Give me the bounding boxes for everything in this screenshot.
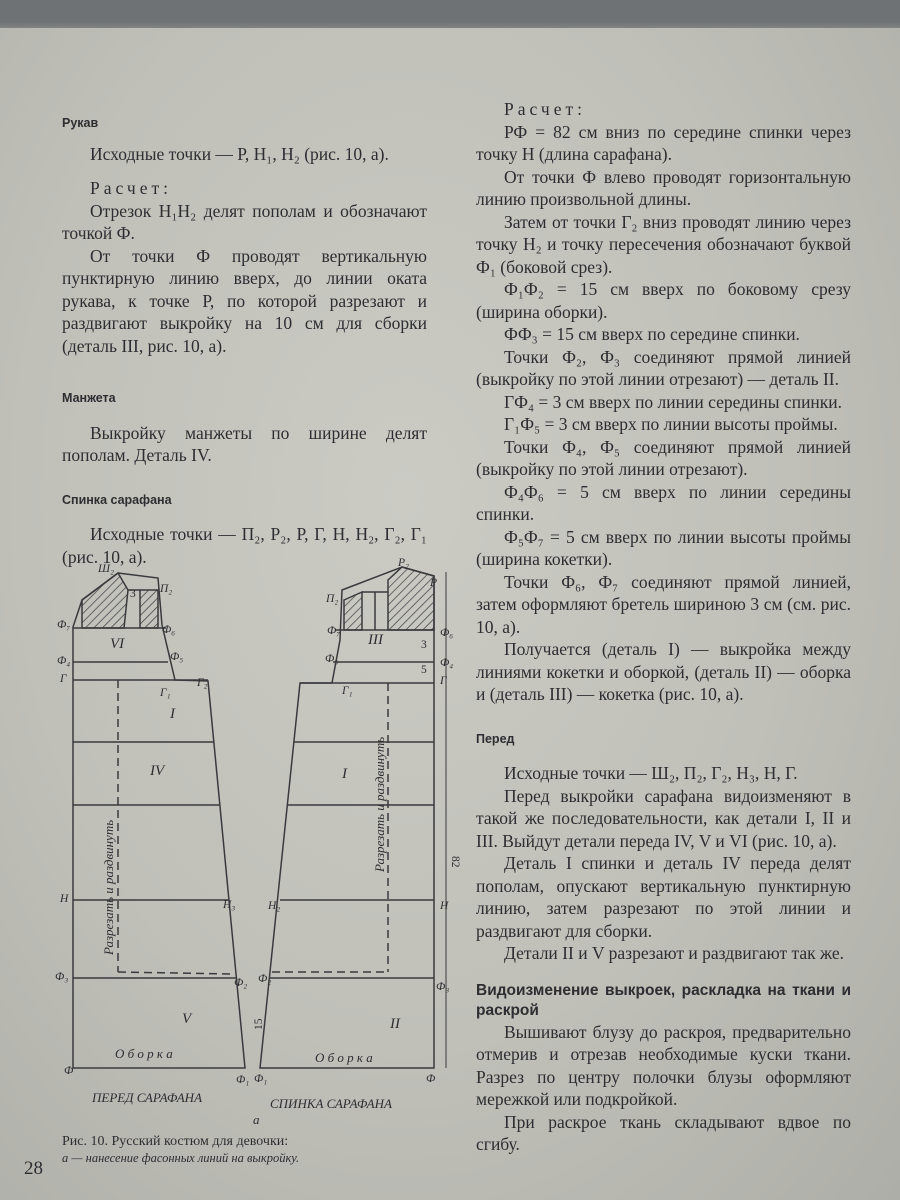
front-paragraph: Детали II и V разрезают и раздвигают так же. — [504, 943, 845, 963]
label-back-n2: Н₂ — [268, 900, 281, 912]
caption-main: Рис. 10. Русский костюм для девочки: — [62, 1134, 289, 1149]
calc-paragraph: От точки Ф влево проводят горизонтальную линию произвольной длины. — [476, 166, 851, 209]
label-f5: Ф₅ — [170, 651, 184, 663]
back-pattern — [260, 567, 446, 1068]
label-r2: Р₂ — [398, 557, 410, 569]
label-r: Р — [430, 577, 438, 589]
figure-sub-label: а — [253, 1112, 260, 1127]
label-back-f: Ф — [426, 1073, 436, 1085]
back-heading: Спинка сарафана — [62, 492, 172, 507]
label-back-f4: Ф₄ — [440, 657, 454, 669]
label-g1: Г₁ — [160, 687, 171, 699]
sleeve-calc-label: Расчет: — [90, 178, 172, 198]
back-title: СПИНКА САРАФАНА — [270, 1096, 392, 1111]
front-frill-label: О б о р к а — [115, 1046, 173, 1061]
part-ii: II — [390, 1016, 400, 1032]
calc-paragraph: Ф₁Ф₂ = 15 см вверх по боковому срезу (ширина оборки). — [476, 279, 851, 322]
label-back-n: Н — [440, 900, 449, 912]
calc-paragraph: Ф₄Ф₆ = 5 см вверх по линии середины спинки. — [476, 481, 851, 524]
label-f4: Ф₄ — [57, 655, 71, 667]
label-back-p2: П₂ — [326, 593, 339, 605]
calc-paragraph: ГФ₄ = 3 см вверх по линии середины спинки. — [504, 391, 843, 412]
caption-sub: а — нанесение фасонных линий на выкройку. — [62, 1151, 300, 1165]
back-cut-text: Разрезать и раздвинуть — [372, 736, 387, 872]
label-f6: Ф₆ — [162, 624, 176, 636]
front-heading: Перед — [476, 731, 515, 746]
label-back-3: 3 — [421, 639, 427, 651]
part-vi: VI — [110, 636, 125, 652]
calc-paragraph: РФ = 82 см вниз по середине спинки через точку Н (длина сарафана). — [476, 121, 851, 164]
back-frill-label: О б о р к а — [315, 1050, 373, 1065]
section-paragraph: При раскрое ткань складывают вдвое по сгибу. — [476, 1111, 851, 1154]
front-paragraph: Исходные точки — Ш₂, П₂, Г₂, Н₃, Н, Г. — [504, 763, 798, 783]
sleeve-paragraph: Исходные точки — Р, Н₁, Н₂ (рис. 10, а). — [90, 143, 389, 164]
label-82: 82 — [449, 856, 461, 868]
label-back-f1: Ф₁ — [254, 1073, 268, 1085]
front-pattern — [73, 573, 248, 1068]
section-paragraph: Вышивают блузу до раскроя, предварительно отмерив и отрезав необходимые куски ткани. Разрез по центру полочки блузы оформляют мережкой или подкройкой. — [476, 1021, 851, 1109]
label-f7: Ф₇ — [57, 619, 71, 631]
front-paragraph: Перед выкройки сарафана видоизменяют в такой же последовательности, как детали I, II и III. Выйдут детали переда IV, V и VI (рис. 10, а). — [476, 785, 851, 851]
label-back-g1: Г₁ — [342, 685, 353, 697]
part-v: V — [182, 1011, 192, 1027]
label-back-f6: Ф₆ — [440, 627, 454, 639]
label-back-g: Г — [440, 675, 447, 687]
part-iii: III — [368, 632, 383, 648]
label-back-f3: Ф₃ — [436, 981, 450, 993]
cuff-paragraph: Выкройку манжеты по ширине делят пополам. Деталь IV. — [62, 422, 427, 465]
label-15: 15 — [253, 1018, 265, 1030]
calc-paragraph: Получается (деталь I) — выкройка между линиями кокетки и оборкой, (деталь II) — оборка и (деталь III) — кокетка (рис. 10, а). — [476, 639, 851, 704]
calc-paragraph: Ф₅Ф₇ = 5 см вверх по линии высоты проймы (ширина кокетки). — [476, 526, 851, 569]
calc-paragraph: Точки Ф₄, Ф₅ соединяют прямой линией (выкройку по этой линии отрезают). — [476, 436, 851, 479]
label-back-f5: Ф₅ — [325, 653, 339, 665]
sleeve-heading: Рукав — [62, 116, 99, 130]
label-back-f7: Ф₇ — [327, 625, 341, 637]
calc-paragraph: Г₁Ф₅ = 3 см вверх по линии высоты проймы. — [504, 414, 838, 434]
part-i-front: I — [170, 706, 175, 722]
front-paragraph: Деталь I спинки и деталь IV переда делят пополам, опускают вертикальную пунктирную линию, затем разрезают по этой линии и раздвигают для сборки. — [476, 853, 851, 941]
calc-paragraph: ФФ₃ = 15 см вверх по середине спинки. — [504, 324, 800, 344]
label-f1: Ф₁ — [236, 1074, 250, 1086]
label-n: Н — [60, 893, 69, 905]
calc-paragraph: Затем от точки Г₂ вниз проводят линию через точку Н₂ и точку пересечения обозначают буквой Ф₁ (боковой срез). — [476, 211, 851, 277]
figure-caption — [62, 1133, 442, 1167]
sleeve-paragraph: От точки Ф проводят вертикальную пунктирную линию вверх, до линии оката рукава, к точке Р, по которой разрезают и раздвигают выкройку на 10 см для сборки (деталь III, рис. 10, а). — [62, 245, 427, 356]
cuff-heading: Манжета — [62, 391, 116, 405]
label-p2: П₂ — [160, 583, 173, 595]
calc-paragraph: Точки Ф₆, Ф₇ соединяют прямой линией, затем оформляют бретель шириною 3 см (см. рис. 10, а). — [476, 571, 851, 637]
section-heading: Видоизменение выкроек, раскладка на ткани и раскрой — [476, 981, 851, 1019]
label-f3: Ф₃ — [55, 971, 69, 983]
part-iv: IV — [150, 763, 165, 779]
page-number: 28 — [24, 1158, 43, 1179]
label-n3: Н₃ — [223, 899, 236, 911]
label-3: 3 — [130, 588, 136, 600]
label-f: Ф — [64, 1065, 74, 1077]
calc-paragraph: Точки Ф₂, Ф₃ соединяют прямой линией (выкройку по этой линии отрезают) — деталь II. — [476, 346, 851, 389]
calc-label: Расчет: — [504, 99, 586, 119]
label-g2: Г₂ — [197, 677, 208, 689]
label-back-f2: Ф₂ — [258, 973, 272, 985]
front-title: ПЕРЕД САРАФАНА — [92, 1090, 203, 1105]
label-sh2: Ш₂ — [98, 563, 114, 575]
part-i: I — [342, 766, 347, 782]
label-back-5: 5 — [421, 664, 427, 676]
sleeve-paragraph: Отрезок Н₁Н₂ делят пополам и обозначают точкой Ф. — [62, 200, 427, 243]
back-paragraph: Исходные точки — П₂, Р₂, Р, Г, Н, Н₂, Г₂, Г₁ (рис. 10, а). — [62, 524, 427, 567]
label-g: Г — [60, 673, 67, 685]
label-f2: Ф₂ — [234, 977, 248, 989]
front-cut-text: Разрезать и раздвинуть — [101, 819, 116, 955]
